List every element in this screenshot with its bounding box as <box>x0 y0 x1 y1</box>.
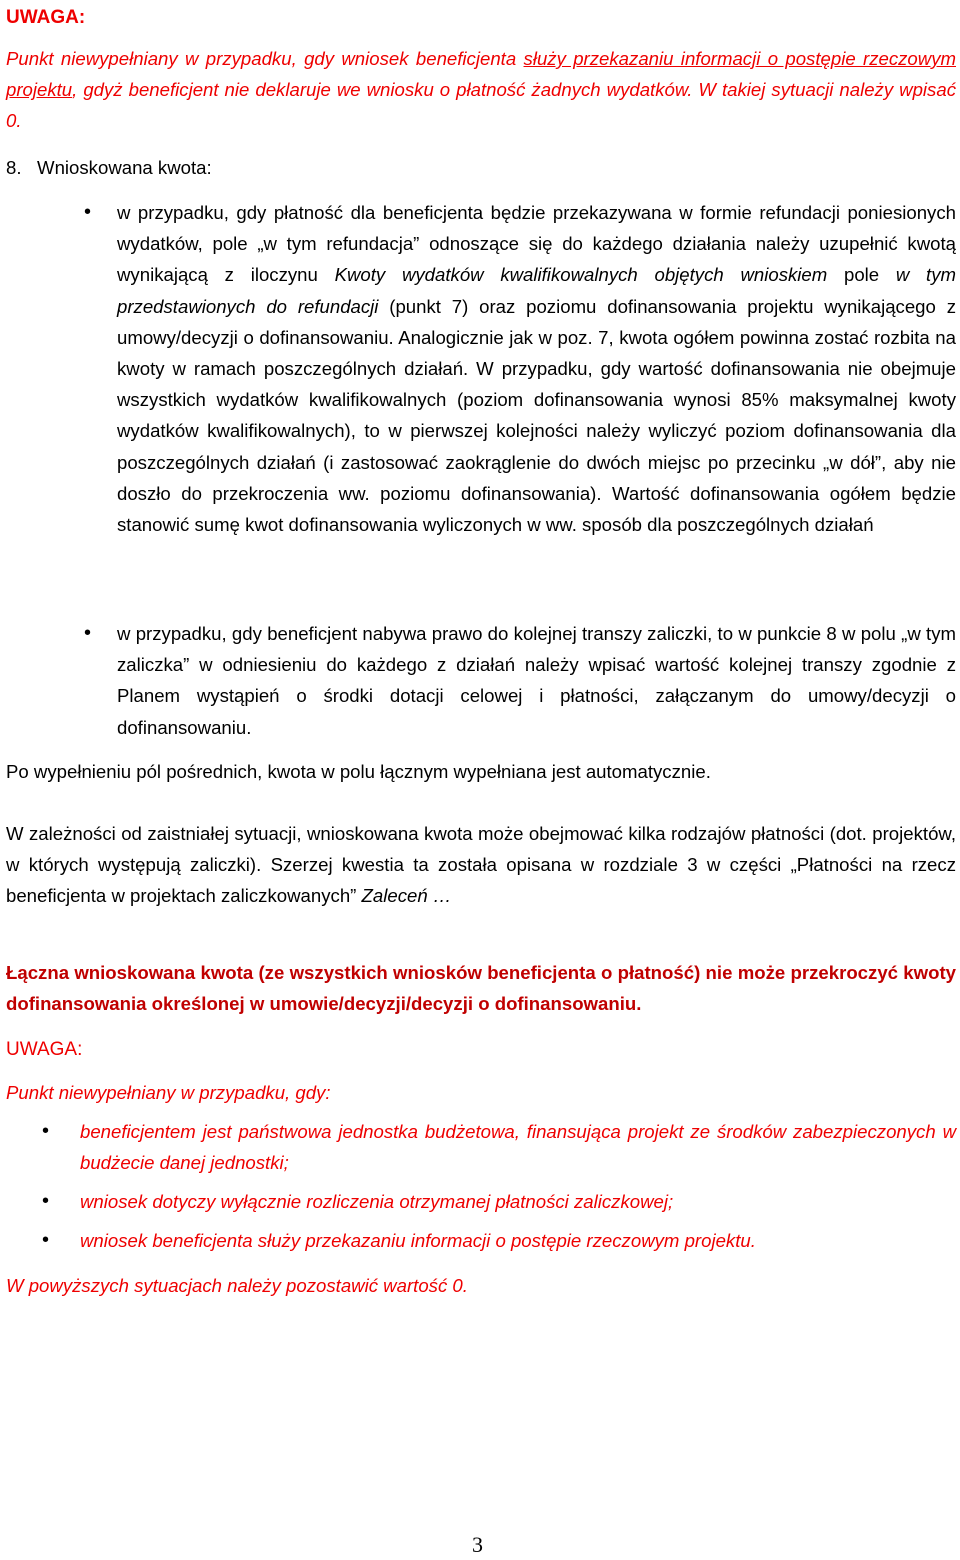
warning-item-text: beneficjentem jest państwowa jednostka budżetowa, finansująca projekt ze środków zabezpieczonych w budżecie danej jednostki; <box>80 1121 956 1174</box>
warning-list-item <box>6 1116 956 1178</box>
section-heading <box>6 152 212 183</box>
bold-notice: Łączna wnioskowana kwota (ze wszystkich wniosków beneficjenta o płatność) nie może przekroczyć kwoty dofinansowania określonej w umowie/decyzji/decyzji o dofinansowaniu. <box>6 962 956 1015</box>
bullet1-italic2: w tym przedstawionych do refundacji <box>117 264 956 317</box>
paragraph-automatic: Po wypełnieniu pól pośrednich, kwota w polu łącznym wypełniana jest automatycznie. <box>6 761 711 782</box>
bullet1-italic1: Kwoty wydatków kwalifikowalnych objętych wnioskiem <box>334 264 828 286</box>
warning-top-underlined: służy przekazaniu informacji o postępie rzeczowym projektu <box>6 48 956 101</box>
warning-list-item <box>6 1225 956 1256</box>
para-depend-text: W zależności od zaistniałej sytuacji, wnioskowana kwota może obejmować kilka rodzajów płatności (dot. projektów, w których występują zaliczki). Szerzej kwestia ta została opisana w rozdziale 3 w części „Płatności na rzecz beneficjenta w projektach zaliczkowanych” <box>6 823 956 907</box>
paragraph-dependence <box>6 818 956 912</box>
page-number: 3 <box>472 1532 483 1557</box>
warning-bottom-intro: Punkt niewypełniany w przypadku, gdy: <box>6 1082 331 1103</box>
bullet-dot-icon: • <box>42 1229 50 1251</box>
bullet1-part1: w przypadku, gdy płatność dla beneficjenta będzie przekazywana w formie refundacji poniesionych wydatków, pole „w tym refundacja” odnoszące się do każdego działania należy uzupełnić kwotą wynikającą z iloczynu <box>117 202 956 286</box>
warning-top-pre: Punkt niewypełniany w przypadku, gdy wniosek beneficjenta <box>6 48 524 69</box>
bullet-dot-icon: • <box>84 622 92 644</box>
bullet-dot-icon: • <box>42 1120 50 1142</box>
bullet-refundacja <box>6 197 956 540</box>
bullet-zaliczka-text: w przypadku, gdy beneficjent nabywa prawo do kolejnej transzy zaliczki, to w punkcie 8 w polu „w tym zaliczka” w odniesieniu do każdego z działań należy wpisać wartość kolejnej transzy zgodnie z Planem wystąpień o środki dotacji celowej i płatności, załączanym do umowy/decyzji o dofinansowaniu. <box>117 623 956 738</box>
warning-bottom-footer: W powyższych sytuacjach należy pozostawić wartość 0. <box>6 1275 468 1296</box>
warning-bottom-title: UWAGA: <box>6 1039 83 1060</box>
bullet-zaliczka <box>6 618 956 743</box>
warning-title: UWAGA: <box>6 7 86 28</box>
para-depend-italic: Zaleceń … <box>361 885 452 907</box>
warning-top-text <box>6 43 956 137</box>
bullet-dot-icon: • <box>84 201 92 223</box>
section-number: 8. <box>6 157 22 178</box>
warning-item-text: wniosek beneficjenta służy przekazaniu informacji o postępie rzeczowym projektu. <box>80 1230 756 1251</box>
warning-top-post: , gdyż beneficjent nie deklaruje we wniosku o płatność żadnych wydatków. W takiej sytuacji należy wpisać 0. <box>6 79 956 132</box>
warning-list-item <box>6 1186 956 1217</box>
bullet1-part3: (punkt 7) oraz poziomu dofinansowania projektu wynikającego z umowy/decyzji o dofinansowaniu. Analogicznie jak w poz. 7, kwota ogółem powinna zostać rozbita na kwoty w ramach poszczególnych działań. W przypadku, gdy wartość dofinansowania nie obejmuje wszystkich wydatków kwalifikowalnych (poziom dofinansowania wynosi 85% maksymalnej kwoty wydatków kwalifikowalnych), to w pierwszej kolejności należy wyliczyć poziom dofinansowania dla poszczególnych działań (i zastosować zaokrąglenie do dwóch miejsc po przecinku „w dół”, aby nie doszło do przekroczenia ww. poziomu dofinansowania). Wartość dofinansowania ogółem będzie stanowić sumę kwot dofinansowania wyliczonych w ww. sposób dla poszczególnych działań <box>117 295 956 536</box>
section-title: Wnioskowana kwota: <box>37 157 212 178</box>
warning-item-text: wniosek dotyczy wyłącznie rozliczenia otrzymanej płatności zaliczkowej; <box>80 1191 674 1212</box>
bullet-refundacja-text <box>117 197 956 540</box>
bullet1-part2: pole <box>827 264 896 286</box>
bullet-dot-icon: • <box>42 1190 50 1212</box>
